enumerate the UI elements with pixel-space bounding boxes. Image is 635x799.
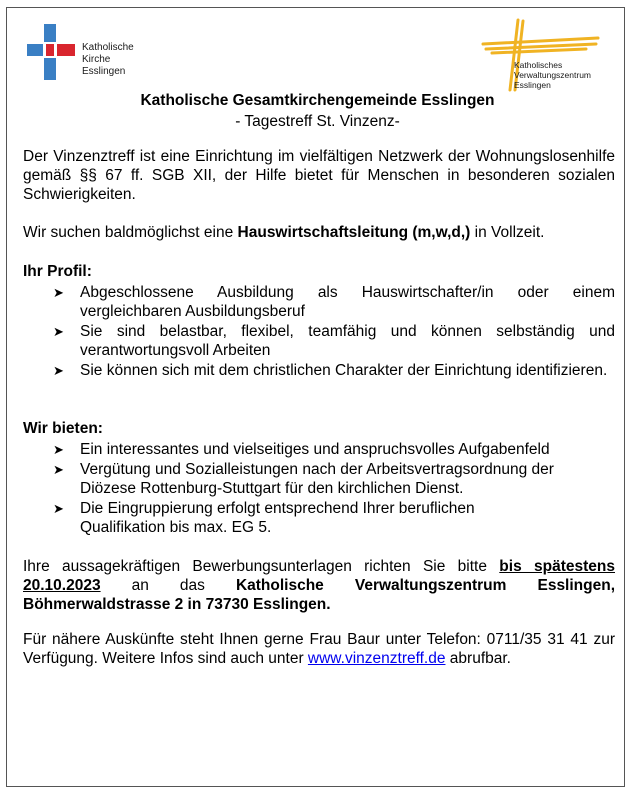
arrow-bullet-icon: ➤	[53, 442, 64, 457]
website-link[interactable]: www.vinzenztreff.de	[307, 650, 446, 667]
logo-left-line3: Esslingen	[82, 66, 126, 77]
list-item	[23, 361, 615, 380]
offer-item-text: Vergütung und Sozialleistungen nach der Arbeitsvertragsordnung der Diözese Rottenburg-Stuttgart für den kirchlichen Dienst.	[80, 461, 554, 497]
intro-paragraph: Der Vinzenztreff ist eine Einrichtung im vielfältigen Netzwerk der Wohnungslosenhilfe gemäß §§ 67 ff. SGB XII, der Hilfe bietet für Menschen in besonderen sozialen Schwierigkeiten.	[23, 148, 615, 203]
application-paragraph	[23, 557, 615, 614]
application-deadline: bis spätestens 20.10.2023	[23, 558, 615, 594]
position-title: Hauswirtschaftsleitung (m,w,d,)	[237, 224, 471, 241]
contact-suffix: abrufbar.	[445, 650, 511, 667]
logo-left-line2: Kirche	[82, 54, 111, 65]
logo-left-line1: Katholische	[82, 42, 134, 53]
offer-item-text: Die Eingruppierung erfolgt entsprechend Ihrer beruflichen Qualifikation bis max. EG 5.	[80, 500, 475, 536]
application-prefix: Ihre aussagekräftigen Bewerbungsunterlagen richten Sie bitte	[23, 558, 500, 575]
profile-item-text: Abgeschlossene Ausbildung als Hauswirtschafter/in oder einem vergleichbaren Ausbildungsberuf	[80, 284, 615, 320]
list-item	[23, 460, 615, 498]
profile-list	[23, 283, 615, 381]
profile-heading: Ihr Profil:	[23, 263, 92, 280]
list-item	[23, 322, 615, 360]
contact-paragraph	[23, 630, 615, 668]
arrow-bullet-icon: ➤	[53, 501, 64, 516]
search-prefix: Wir suchen baldmöglichst eine	[23, 224, 238, 241]
logo-right-line3: Esslingen	[514, 80, 551, 90]
logo-verwaltungszentrum	[478, 18, 618, 93]
cross-icon	[27, 24, 77, 80]
profile-item-text: Sie sind belastbar, flexibel, teamfähig und können selbständig und verantwortungsvoll Arbeiten	[80, 323, 615, 359]
application-middle: an das	[100, 577, 236, 594]
search-suffix: in Vollzeit.	[470, 224, 545, 241]
search-paragraph	[23, 223, 615, 242]
logo-katholische-kirche-esslingen	[27, 24, 147, 84]
list-item	[23, 440, 615, 459]
list-item	[23, 283, 615, 321]
logo-right-line1: Katholisches	[514, 60, 563, 70]
list-item	[23, 499, 615, 537]
offer-heading: Wir bieten:	[23, 420, 103, 437]
offer-item-text: Ein interessantes und vielseitiges und anspruchsvolles Aufgabenfeld	[80, 441, 550, 458]
arrow-bullet-icon: ➤	[53, 363, 64, 378]
application-address: Katholische Verwaltungszentrum Esslingen, Böhmerwaldstrasse 2 in 73730 Esslingen.	[23, 577, 616, 613]
page-title: Katholische Gesamtkirchengemeinde Esslingen	[140, 92, 495, 109]
logo-right-line2: Verwaltungszentrum	[514, 70, 592, 80]
page-subtitle: - Tagestreff St. Vinzenz-	[235, 113, 400, 130]
offer-list	[23, 440, 615, 538]
contact-text: Für nähere Auskünfte steht Ihnen gerne Frau Baur unter Telefon: 0711/35 31 41 zur Verfügung. Weitere Infos sind auch unter	[23, 631, 615, 667]
profile-item-text: Sie können sich mit dem christlichen Charakter der Einrichtung identifizieren.	[80, 362, 608, 379]
arrow-bullet-icon: ➤	[53, 324, 64, 339]
arrow-bullet-icon: ➤	[53, 462, 64, 477]
arrow-bullet-icon: ➤	[53, 285, 64, 300]
